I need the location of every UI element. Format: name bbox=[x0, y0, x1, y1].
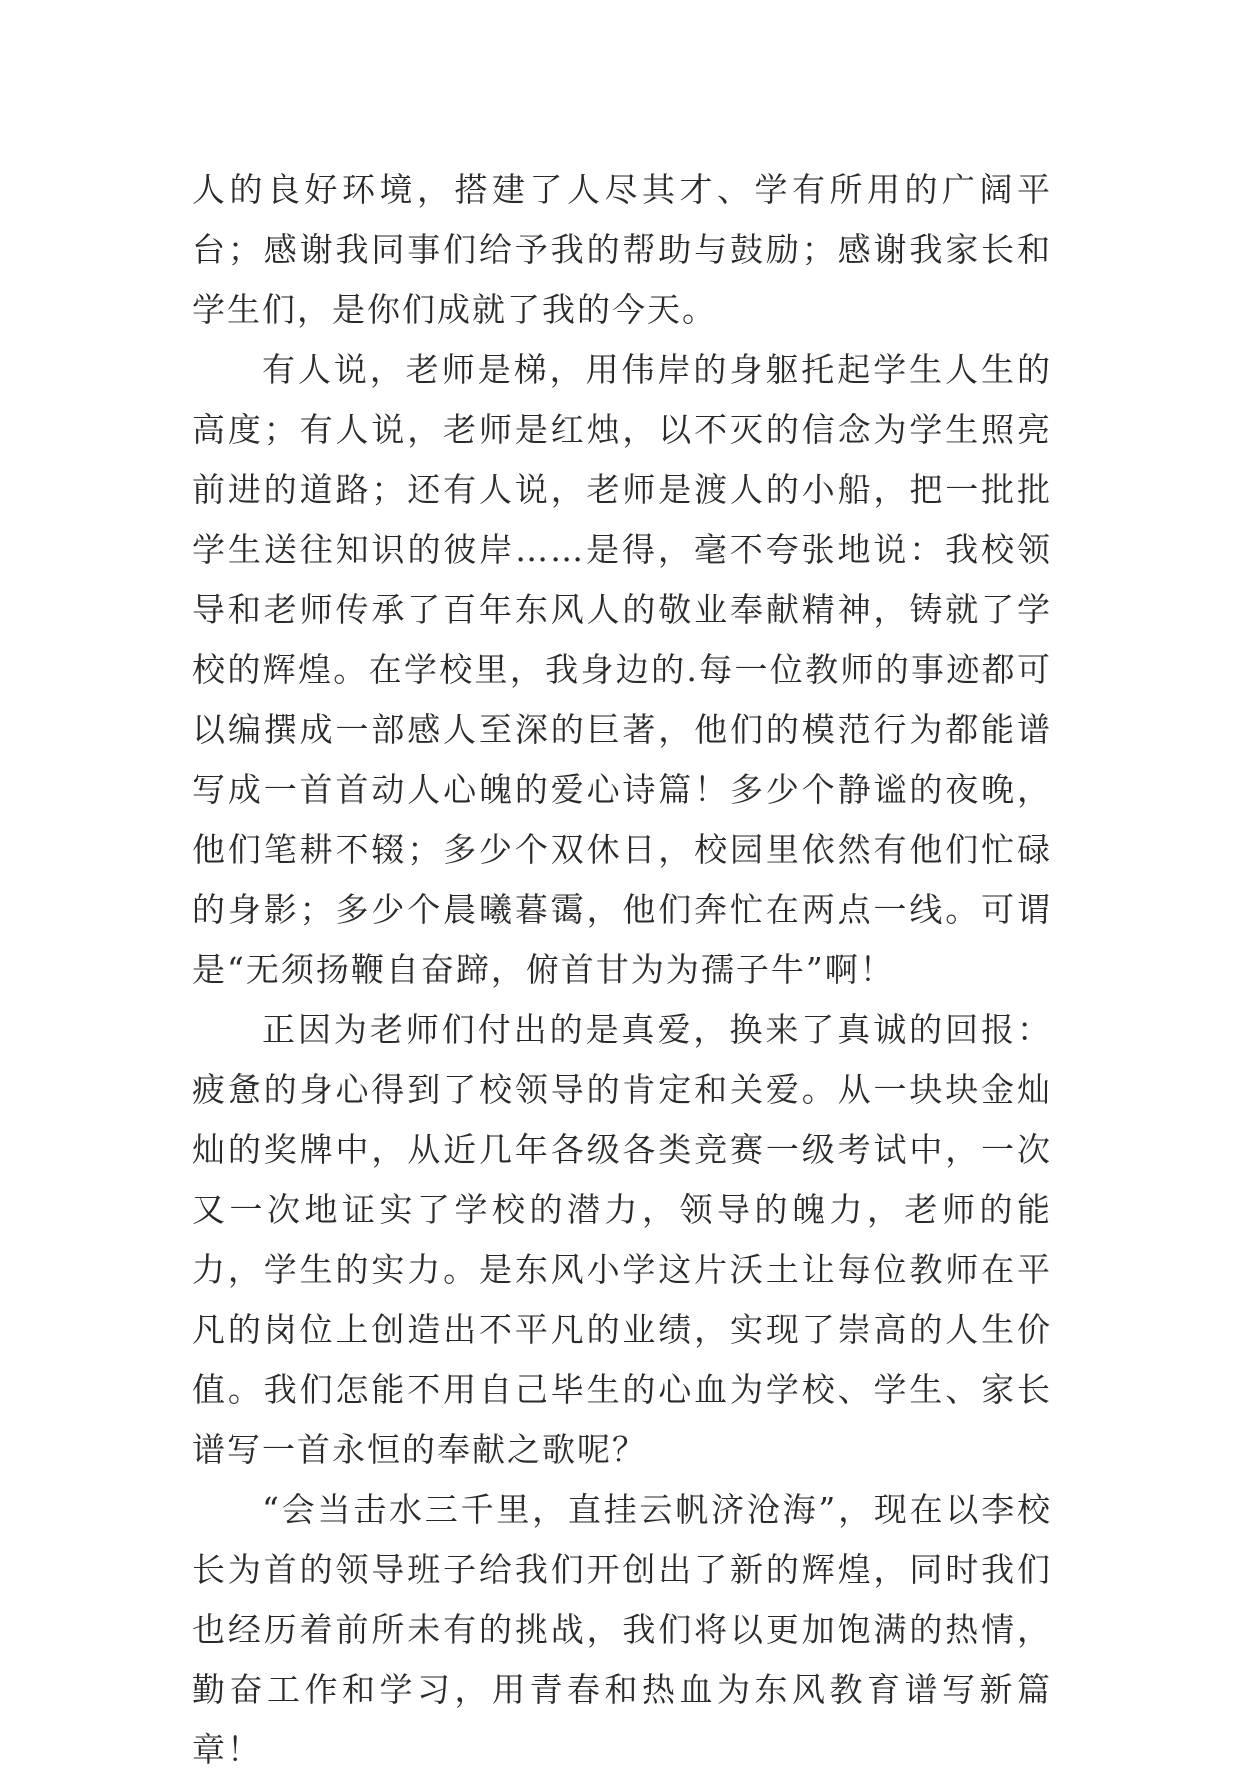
paragraph-2: 有人说，老师是梯，用伟岸的身躯托起学生人生的高度；有人说，老师是红烛，以不灭的信念为学生照亮前进的道路；还有人说，老师是渡人的小船，把一批批学生送往知识的彼岸……是得，毫不夸张地说：我校领导和老师传承了百年东风人的敬业奉献精神，铸就了学校的辉煌。在学校里，我身边的.每一位教师的事迹都可以编撰成一部感人至深的巨著，他们的模范行为都能谱写成一首首动人心魄的爱心诗篇！多少个静谧的夜晚，他们笔耕不辍；多少个双休日，校园里依然有他们忙碌的身影；多少个晨曦暮霭，他们奔忙在两点一线。可谓是“无须扬鞭自奋蹄，俯首甘为为孺子牛”啊！ bbox=[192, 350, 1052, 989]
paragraph-4: “会当击水三千里，直挂云帆济沧海”，现在以李校长为首的领导班子给我们开创出了新的辉煌，同时我们也经历着前所未有的挑战，我们将以更加饱满的热情，勤奋工作和学习，用青春和热血为东风教育谱写新篇章！ bbox=[192, 1490, 1052, 1769]
paragraph-3: 正因为老师们付出的是真爱，换来了真诚的回报：疲惫的身心得到了校领导的肯定和关爱。从一块块金灿灿的奖牌中，从近几年各级各类竞赛一级考试中，一次又一次地证实了学校的潜力，领导的魄力，老师的能力，学生的实力。是东风小学这片沃土让每位教师在平凡的岗位上创造出不平凡的业绩，实现了崇高的人生价值。我们怎能不用自己毕生的心血为学校、学生、家长谱写一首永恒的奉献之歌呢？ bbox=[192, 1010, 1052, 1469]
paragraph-1: 人的良好环境，搭建了人尽其才、学有所用的广阔平台；感谢我同事们给予我的帮助与鼓励；感谢我家长和学生们，是你们成就了我的今天。 bbox=[192, 170, 1052, 329]
document-body bbox=[192, 160, 1052, 1780]
